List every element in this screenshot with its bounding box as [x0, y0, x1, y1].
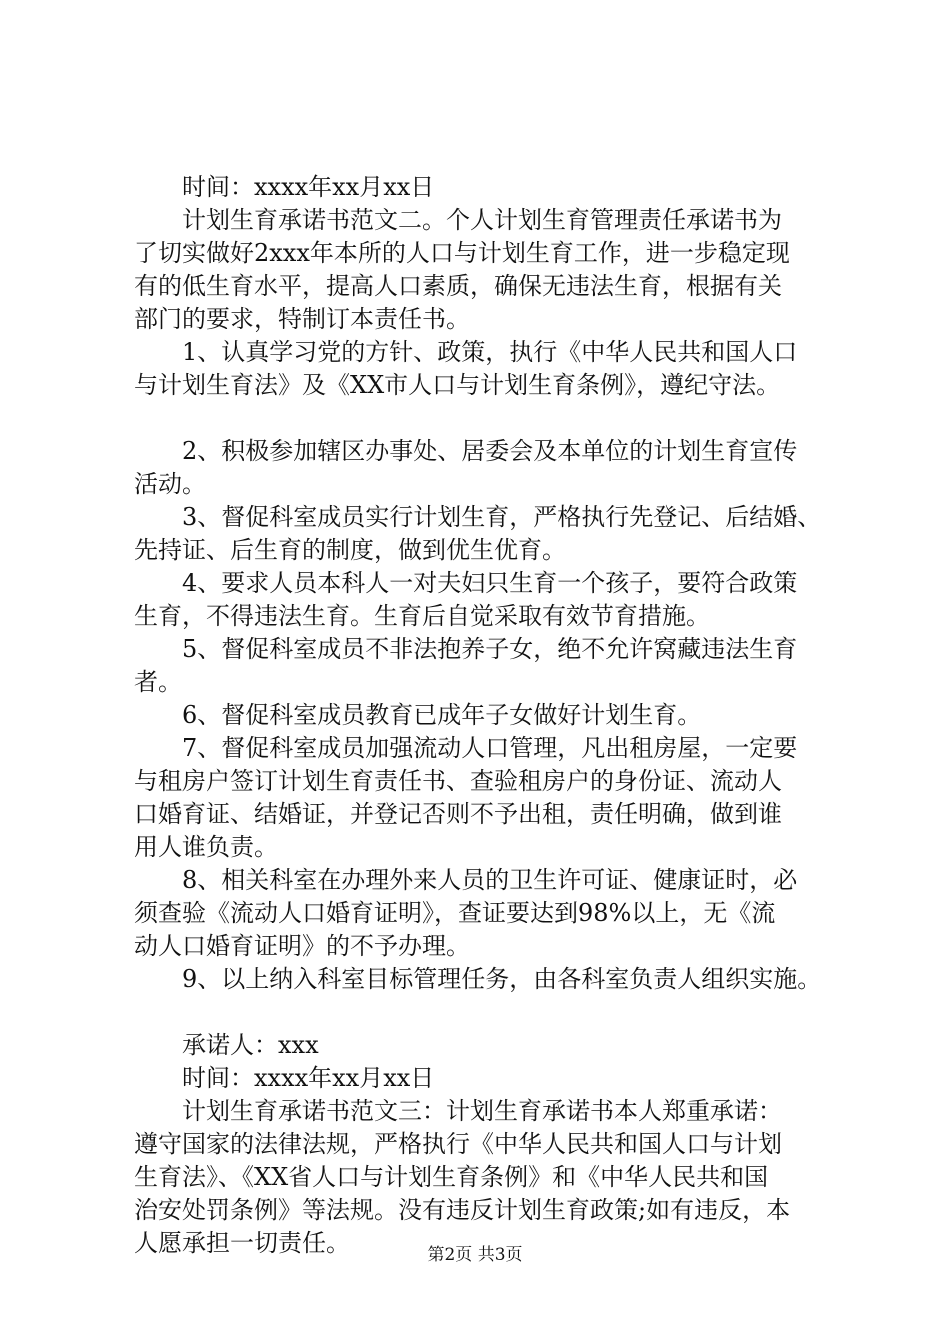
paragraph-line: 部门的要求，特制订本责任书。	[134, 305, 470, 333]
paragraph-line: 6、督促科室成员教育已成年子女做好计划生育。	[182, 701, 702, 729]
page-number-footer: 第2页 共3页	[427, 1245, 523, 1265]
paragraph-line: 了切实做好2xxx年本所的人口与计划生育工作，进一步稳定现	[134, 239, 790, 267]
date-line: 时间：xxxx年xx月xx日	[182, 173, 435, 201]
paragraph-line: 生育，不得违法生育。生育后自觉采取有效节育措施。	[134, 602, 710, 630]
paragraph-line: 与租房户签订计划生育责任书、查验租房户的身份证、流动人	[134, 767, 782, 795]
paragraph-line: 用人谁负责。	[134, 833, 278, 861]
paragraph-line: 先持证、后生育的制度，做到优生优育。	[134, 536, 566, 564]
paragraph-line: 口婚育证、结婚证，并登记否则不予出租，责任明确，做到谁	[134, 800, 782, 828]
paragraph-line: 4、要求人员本科人一对夫妇只生育一个孩子，要符合政策	[182, 569, 798, 597]
date-line: 时间：xxxx年xx月xx日	[182, 1064, 435, 1092]
document-body	[134, 171, 854, 1260]
paragraph-line: 8、相关科室在办理外来人员的卫生许可证、健康证时，必	[182, 866, 798, 894]
paragraph-line: 计划生育承诺书范文三：计划生育承诺书本人郑重承诺：	[182, 1097, 782, 1125]
paragraph-line: 与计划生育法》及《XX市人口与计划生育条例》，遵纪守法。	[134, 371, 781, 399]
paragraph-line: 2、积极参加辖区办事处、居委会及本单位的计划生育宣传	[182, 437, 798, 465]
paragraph-line: 者。	[134, 668, 182, 696]
paragraph-line: 7、督促科室成员加强流动人口管理，凡出租房屋，一定要	[182, 734, 798, 762]
paragraph-line: 3、督促科室成员实行计划生育，严格执行先登记、后结婚、	[182, 503, 822, 531]
paragraph-line: 动人口婚育证明》的不予办理。	[134, 932, 470, 960]
paragraph-line: 须查验《流动人口婚育证明》，查证要达到98%以上，无《流	[134, 899, 776, 927]
paragraph-line: 遵守国家的法律法规，严格执行《中华人民共和国人口与计划	[134, 1130, 782, 1158]
blank-line	[134, 402, 854, 435]
paragraph-line: 人愿承担一切责任。	[134, 1229, 350, 1257]
paragraph-line: 5、督促科室成员不非法抱养子女，绝不允许窝藏违法生育	[182, 635, 798, 663]
paragraph-line: 生育法》、《XX省人口与计划生育条例》和《中华人民共和国	[134, 1163, 769, 1191]
paragraph-line: 治安处罚条例》等法规。没有违反计划生育政策;如有违反，本	[134, 1196, 791, 1224]
paragraph-line: 活动。	[134, 470, 206, 498]
paragraph-line: 9、以上纳入科室目标管理任务，由各科室负责人组织实施。	[182, 965, 822, 993]
signatory-line: 承诺人：xxx	[182, 1031, 319, 1059]
blank-line	[134, 996, 854, 1029]
paragraph-line: 计划生育承诺书范文二。个人计划生育管理责任承诺书为	[182, 206, 782, 234]
paragraph-line: 有的低生育水平，提高人口素质，确保无违法生育，根据有关	[134, 272, 782, 300]
paragraph-line: 1、认真学习党的方针、政策，执行《中华人民共和国人口	[182, 338, 798, 366]
